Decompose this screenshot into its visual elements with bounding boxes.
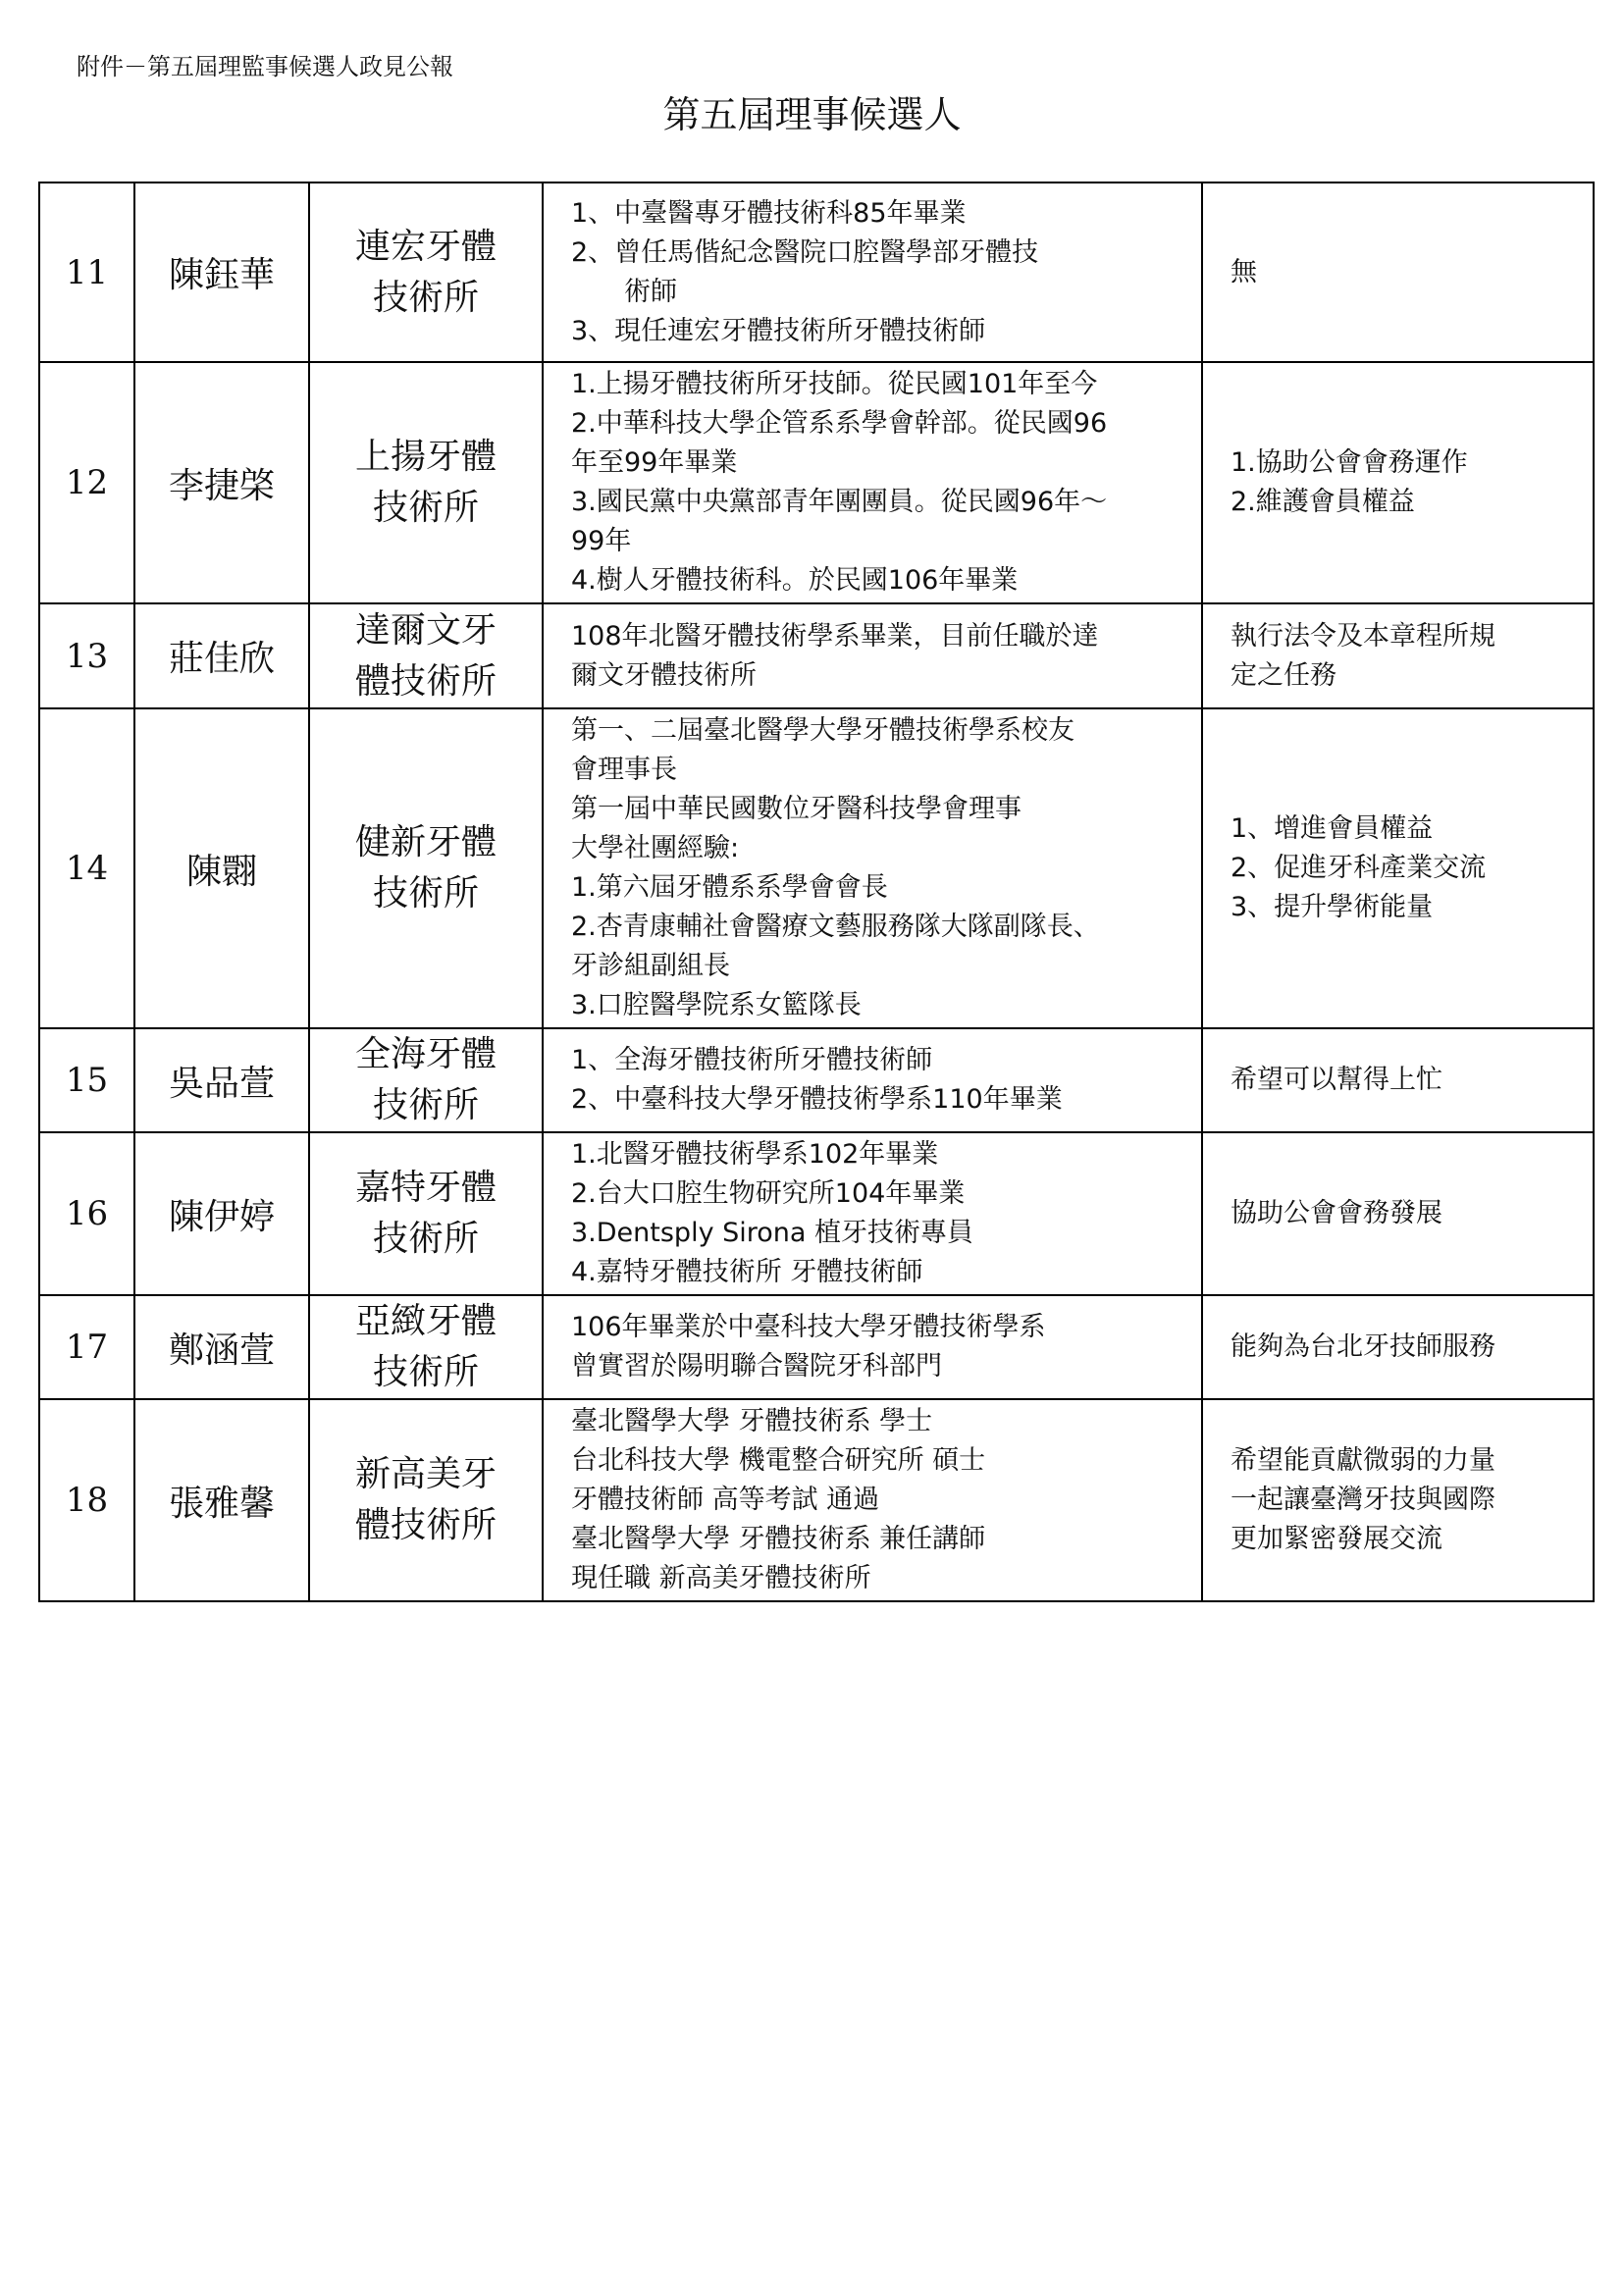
candidate-experience bbox=[543, 1028, 1202, 1132]
experience-line: 台北科技大學 機電整合研究所 碩士 bbox=[571, 1445, 986, 1476]
experience-line: 1.北醫牙體技術學系102年畢業 bbox=[571, 1139, 939, 1170]
candidate-platform bbox=[1202, 183, 1594, 362]
organization-line: 上揚牙體 bbox=[354, 437, 497, 477]
organization-line: 全海牙體 bbox=[354, 1034, 497, 1074]
candidate-experience bbox=[543, 603, 1202, 708]
experience-line: 3.國民黨中央黨部青年團團員。從民國96年～ bbox=[571, 487, 1108, 517]
experience-line: 現任職 新高美牙體技術所 bbox=[571, 1563, 871, 1593]
experience-line: 106年畢業於中臺科技大學牙體技術學系 bbox=[571, 1312, 1046, 1342]
organization-line: 嘉特牙體 bbox=[354, 1168, 497, 1208]
table-row bbox=[39, 603, 1594, 708]
experience-line: 第一、二屆臺北醫學大學牙體技術學系校友 bbox=[571, 715, 1074, 746]
organization-line: 亞緻牙體 bbox=[354, 1301, 497, 1341]
candidate-name: 陳伊婷 bbox=[134, 1132, 309, 1295]
candidate-number: 18 bbox=[39, 1399, 134, 1601]
table-row bbox=[39, 1399, 1594, 1601]
organization-line: 達爾文牙 bbox=[354, 609, 497, 651]
candidate-experience bbox=[543, 1132, 1202, 1295]
platform-line: 1.協助公會會務運作 bbox=[1231, 447, 1468, 478]
platform-line: 1、增進會員權益 bbox=[1231, 813, 1434, 844]
experience-line: 3.口腔醫學院系女籃隊長 bbox=[571, 990, 862, 1020]
candidate-name: 鄭涵萱 bbox=[134, 1295, 309, 1399]
organization-line: 新高美牙 bbox=[354, 1454, 497, 1494]
experience-line: 1、中臺醫專牙體技術科85年畢業 bbox=[571, 197, 967, 229]
table-row bbox=[39, 1295, 1594, 1399]
experience-line: 2、曾任馬偕紀念醫院口腔醫學部牙體技 bbox=[571, 236, 1039, 268]
platform-line: 3、提升學術能量 bbox=[1231, 892, 1434, 922]
candidate-organization bbox=[309, 362, 543, 603]
organization-line: 連宏牙體 bbox=[354, 226, 497, 267]
candidate-platform bbox=[1202, 1399, 1594, 1601]
candidate-name: 陳鈺華 bbox=[134, 183, 309, 362]
platform-line: 無 bbox=[1231, 256, 1257, 287]
candidate-organization bbox=[309, 183, 543, 362]
candidate-organization bbox=[309, 1028, 543, 1132]
candidate-experience bbox=[543, 1399, 1202, 1601]
experience-line: 會理事長 bbox=[571, 755, 677, 785]
platform-line: 2、促進牙科產業交流 bbox=[1231, 853, 1487, 883]
candidate-number: 14 bbox=[39, 708, 134, 1028]
candidate-table bbox=[38, 182, 1595, 1602]
platform-line: 希望可以幫得上忙 bbox=[1231, 1065, 1442, 1095]
experience-line: 99年 bbox=[571, 526, 632, 556]
platform-line: 希望能貢獻微弱的力量 bbox=[1231, 1445, 1495, 1476]
experience-line: 爾文牙體技術所 bbox=[571, 659, 757, 691]
candidate-organization bbox=[309, 1295, 543, 1399]
experience-line: 108年北醫牙體技術學系畢業，目前任職於達 bbox=[571, 620, 1099, 652]
experience-line: 4.嘉特牙體技術所 牙體技術師 bbox=[571, 1257, 923, 1287]
experience-line: 第一屆中華民國數位牙醫科技學會理事 bbox=[571, 794, 1022, 824]
candidate-name: 陳翾 bbox=[134, 708, 309, 1028]
experience-line: 2.中華科技大學企管系系學會幹部。從民國96 bbox=[571, 408, 1108, 439]
platform-line: 一起讓臺灣牙技與國際 bbox=[1231, 1485, 1495, 1515]
experience-line: 1、全海牙體技術所牙體技術師 bbox=[571, 1045, 933, 1075]
candidate-number: 15 bbox=[39, 1028, 134, 1132]
table-row bbox=[39, 362, 1594, 603]
candidate-experience bbox=[543, 183, 1202, 362]
table-row bbox=[39, 1132, 1594, 1295]
candidate-name: 吳品萱 bbox=[134, 1028, 309, 1132]
candidate-experience bbox=[543, 362, 1202, 603]
candidate-platform bbox=[1202, 603, 1594, 708]
experience-line: 年至99年畢業 bbox=[571, 447, 738, 478]
candidate-platform bbox=[1202, 362, 1594, 603]
organization-line: 技術所 bbox=[372, 488, 479, 528]
candidate-number: 17 bbox=[39, 1295, 134, 1399]
experience-line: 1.第六屆牙體系系學會會長 bbox=[571, 872, 888, 903]
experience-line: 臺北醫學大學 牙體技術系 兼任講師 bbox=[571, 1524, 986, 1554]
platform-line: 協助公會會務發展 bbox=[1231, 1198, 1442, 1228]
candidate-number: 12 bbox=[39, 362, 134, 603]
candidate-organization bbox=[309, 708, 543, 1028]
organization-line: 技術所 bbox=[372, 1219, 479, 1259]
candidate-platform bbox=[1202, 1295, 1594, 1399]
organization-line: 技術所 bbox=[372, 277, 479, 318]
table-row bbox=[39, 183, 1594, 362]
candidate-experience bbox=[543, 1295, 1202, 1399]
candidate-number: 16 bbox=[39, 1132, 134, 1295]
table-row bbox=[39, 1028, 1594, 1132]
experience-line: 1.上揚牙體技術所牙技師。從民國101年至今 bbox=[571, 369, 1098, 399]
candidate-organization bbox=[309, 1132, 543, 1295]
experience-line: 2.杏青康輔社會醫療文藝服務隊大隊副隊長、 bbox=[571, 912, 1100, 942]
experience-line: 2.台大口腔生物研究所104年畢業 bbox=[571, 1178, 966, 1209]
candidate-experience bbox=[543, 708, 1202, 1028]
page-title: 第五屆理事候選人 bbox=[662, 93, 962, 136]
candidate-organization bbox=[309, 1399, 543, 1601]
candidate-name: 張雅馨 bbox=[134, 1399, 309, 1601]
experience-line: 曾實習於陽明聯合醫院牙科部門 bbox=[571, 1351, 942, 1382]
experience-line: 4.樹人牙體技術科。於民國106年畢業 bbox=[571, 565, 1019, 596]
organization-line: 技術所 bbox=[372, 1085, 479, 1125]
organization-line: 技術所 bbox=[372, 1352, 479, 1392]
experience-line: 牙診組副組長 bbox=[571, 951, 730, 981]
experience-line: 3.Dentsply Sirona 植牙技術專員 bbox=[571, 1218, 974, 1248]
platform-line: 執行法令及本章程所規 bbox=[1231, 620, 1495, 652]
platform-line: 能夠為台北牙技師服務 bbox=[1231, 1331, 1495, 1362]
platform-line: 更加緊密發展交流 bbox=[1231, 1524, 1442, 1554]
document-header: 附件－第五屆理監事候選人政見公報 bbox=[77, 53, 453, 80]
candidate-number: 13 bbox=[39, 603, 134, 708]
platform-line: 2.維護會員權益 bbox=[1231, 487, 1415, 517]
candidate-platform bbox=[1202, 1132, 1594, 1295]
candidate-platform bbox=[1202, 708, 1594, 1028]
candidate-name: 莊佳欣 bbox=[134, 603, 309, 708]
candidate-organization bbox=[309, 603, 543, 708]
experience-line: 臺北醫學大學 牙體技術系 學士 bbox=[571, 1406, 933, 1436]
candidate-name: 李捷棨 bbox=[134, 362, 309, 603]
table-row bbox=[39, 708, 1594, 1028]
candidate-number: 11 bbox=[39, 183, 134, 362]
experience-line: 2、中臺科技大學牙體技術學系110年畢業 bbox=[571, 1084, 1063, 1115]
experience-line: 大學社團經驗: bbox=[571, 833, 740, 863]
candidate-platform bbox=[1202, 1028, 1594, 1132]
organization-line: 體技術所 bbox=[354, 1505, 497, 1545]
platform-line: 定之任務 bbox=[1231, 659, 1336, 691]
experience-line: 牙體技術師 高等考試 通過 bbox=[571, 1485, 880, 1515]
organization-line: 技術所 bbox=[372, 873, 479, 913]
experience-line: 3、現任連宏牙體技術所牙體技術師 bbox=[571, 315, 986, 346]
organization-line: 體技術所 bbox=[354, 660, 497, 702]
organization-line: 健新牙體 bbox=[354, 822, 497, 862]
experience-line: 術師 bbox=[571, 276, 677, 307]
